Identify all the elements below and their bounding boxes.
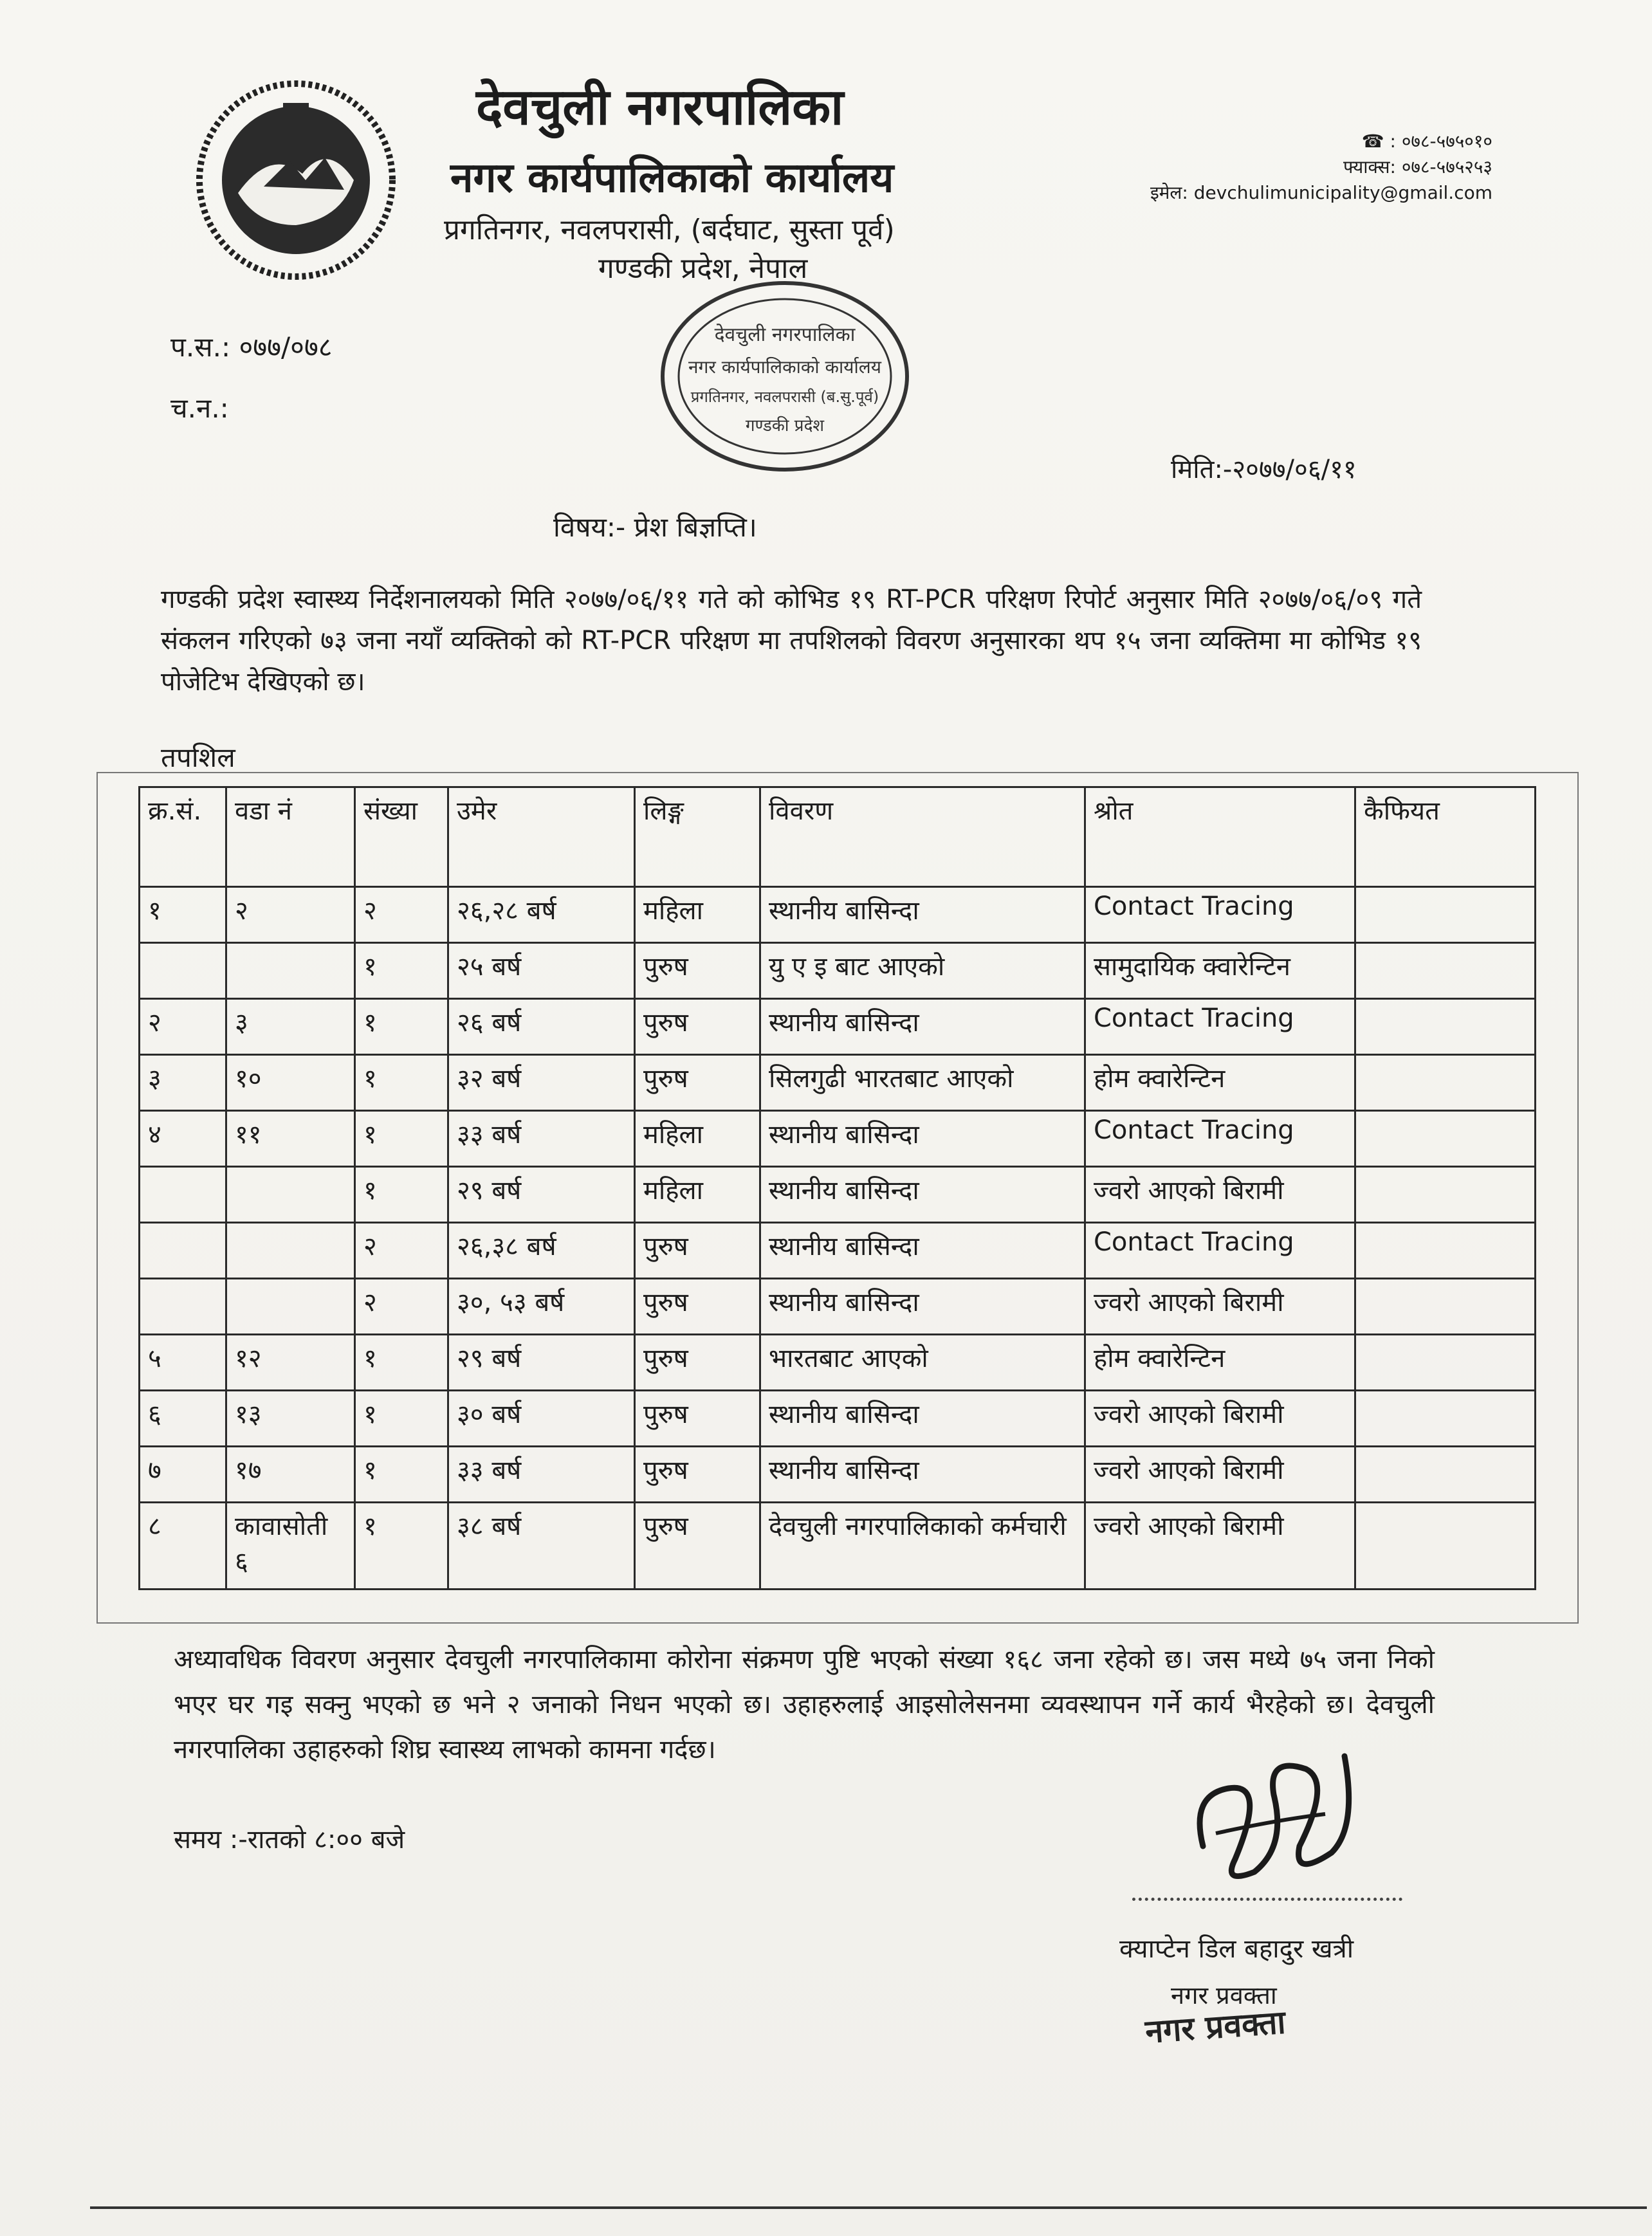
cell-gender: पुरुष — [635, 1279, 760, 1335]
header-details: विवरण — [760, 787, 1085, 887]
cell-details: देवचुली नगरपालिकाको कर्मचारी — [760, 1503, 1085, 1590]
table-row — [140, 1055, 1536, 1111]
cell-ward: १३ — [226, 1391, 355, 1447]
cell-remarks — [1355, 999, 1536, 1055]
cell-details: स्थानीय बासिन्दा — [760, 1111, 1085, 1167]
header-age: उमेर — [448, 787, 635, 887]
cell-serial — [140, 1167, 226, 1223]
cell-age: ३०, ५३ बर्ष — [448, 1279, 635, 1335]
header-serial: क्र.सं. — [140, 787, 226, 887]
cell-serial: ३ — [140, 1055, 226, 1111]
fax-number: फ्याक्स: ०७८-५७५२५३ — [1343, 156, 1492, 178]
office-name: नगर कार्यपालिकाको कार्यालय — [450, 154, 894, 202]
cell-source: Contact Tracing — [1085, 1111, 1355, 1167]
cell-remarks — [1355, 1055, 1536, 1111]
cell-age: ३० बर्ष — [448, 1391, 635, 1447]
cell-count: १ — [355, 943, 448, 999]
cell-remarks — [1355, 1447, 1536, 1503]
cell-serial: ४ — [140, 1111, 226, 1167]
cell-serial: २ — [140, 999, 226, 1055]
cell-source: ज्वरो आएको बिरामी — [1085, 1447, 1355, 1503]
cell-serial — [140, 1279, 226, 1335]
cell-ward: २ — [226, 887, 355, 943]
table-row — [140, 1391, 1536, 1447]
nepal-emblem-logo — [193, 77, 399, 283]
cell-source: सामुदायिक क्वारेन्टिन — [1085, 943, 1355, 999]
seal-text-low: प्रगतिनगर, नवलपरासी (ब.सु.पूर्व) — [690, 388, 879, 406]
cell-ward — [226, 1167, 355, 1223]
cell-details: यु ए इ बाट आएको — [760, 943, 1085, 999]
letter-date: मिति:-२०७७/०६/११ — [1171, 455, 1357, 484]
cell-ward: कावासोती ६ — [226, 1503, 355, 1590]
cell-count: १ — [355, 1503, 448, 1590]
cell-remarks — [1355, 887, 1536, 943]
cell-source: ज्वरो आएको बिरामी — [1085, 1391, 1355, 1447]
cell-gender: पुरुष — [635, 943, 760, 999]
intro-paragraph: गण्डकी प्रदेश स्वास्थ्य निर्देशनालयको मिति २०७७/०६/११ गते को कोभिड १९ RT-PCR परिक्षण रिपोर्ट अनुसार मिति २०७७/०६/०९ गते संकलन गरिएको ७३ जना नयाँ व्यक्तिको को RT-PCR परिक्षण मा तपशिलको विवरण अनुसारका थप १५ जना व्यक्तिमा मा कोभिड १९ पोजेटिभ देखिएको छ। — [161, 585, 1422, 697]
cell-ward: १० — [226, 1055, 355, 1111]
page-bottom-rule — [90, 2206, 1647, 2209]
cell-remarks — [1355, 1223, 1536, 1279]
table-header-row — [140, 787, 1536, 887]
cell-remarks — [1355, 943, 1536, 999]
cell-serial: ८ — [140, 1503, 226, 1590]
cell-age: ३३ बर्ष — [448, 1111, 635, 1167]
cell-count: १ — [355, 1167, 448, 1223]
table-row — [140, 999, 1536, 1055]
cell-ward — [226, 1223, 355, 1279]
cell-ward: ३ — [226, 999, 355, 1055]
table-row — [140, 943, 1536, 999]
cell-age: २९ बर्ष — [448, 1335, 635, 1391]
cell-serial: ७ — [140, 1447, 226, 1503]
cell-remarks — [1355, 1391, 1536, 1447]
cell-age: ३२ बर्ष — [448, 1055, 635, 1111]
cell-serial: ६ — [140, 1391, 226, 1447]
dispatch-number: च.न.: — [170, 392, 229, 424]
cell-count: १ — [355, 1447, 448, 1503]
office-seal-stamp — [650, 270, 920, 482]
cell-gender: पुरुष — [635, 1223, 760, 1279]
role-stamp: नगर प्रवक्ता — [1144, 2003, 1287, 2051]
cell-source: Contact Tracing — [1085, 887, 1355, 943]
municipality-name: देवचुली नगरपालिका — [476, 78, 844, 136]
cell-age: २५ बर्ष — [448, 943, 635, 999]
cell-ward — [226, 1279, 355, 1335]
cell-details: स्थानीय बासिन्दा — [760, 1167, 1085, 1223]
cell-details: स्थानीय बासिन्दा — [760, 1391, 1085, 1447]
cell-count: १ — [355, 1111, 448, 1167]
seal-text-mid: नगर कार्यपालिकाको कार्यालय — [688, 356, 881, 378]
table-body — [140, 887, 1536, 1590]
cell-details: सिलगुढी भारतबाट आएको — [760, 1055, 1085, 1111]
cell-gender: महिला — [635, 1167, 760, 1223]
cell-gender: महिला — [635, 1111, 760, 1167]
cell-source: होम क्वारेन्टिन — [1085, 1335, 1355, 1391]
cell-count: २ — [355, 1223, 448, 1279]
cell-count: १ — [355, 1335, 448, 1391]
table-row — [140, 1335, 1536, 1391]
cell-age: २९ बर्ष — [448, 1167, 635, 1223]
cell-count: २ — [355, 1279, 448, 1335]
cell-details: भारतबाट आएको — [760, 1335, 1085, 1391]
cell-source: होम क्वारेन्टिन — [1085, 1055, 1355, 1111]
cell-count: १ — [355, 1055, 448, 1111]
seal-text-top: देवचुली नगरपालिका — [714, 324, 856, 346]
cell-details: स्थानीय बासिन्दा — [760, 887, 1085, 943]
cell-remarks — [1355, 1111, 1536, 1167]
signer-role: नगर प्रवक्ता — [1171, 1981, 1277, 2010]
cell-ward: १७ — [226, 1447, 355, 1503]
details-label: तपशिल — [161, 742, 235, 773]
closing-paragraph: अध्यावधिक विवरण अनुसार देवचुली नगरपालिकामा कोरोना संक्रमण पुष्टि भएको संख्या १६८ जना रहेको छ। जस मध्ये ७५ जना निको भएर घर गइ सक्नु भएको छ भने २ जनाको निधन भएको छ। उहाहरुलाई आइसोलेसनमा व्यवस्थापन गर्ने कार्य भैरहेको छ। देवचुली नगरपालिका उहाहरुको शिघ्र स्वास्थ्य लाभको कामना गर्दछ। — [174, 1645, 1435, 1764]
cell-age: ३३ बर्ष — [448, 1447, 635, 1503]
header-source: श्रोत — [1085, 787, 1355, 887]
table-row — [140, 887, 1536, 943]
header-ward: वडा नं — [226, 787, 355, 887]
cell-serial: १ — [140, 887, 226, 943]
table-row — [140, 1279, 1536, 1335]
cell-source: ज्वरो आएको बिरामी — [1085, 1503, 1355, 1590]
cell-gender: महिला — [635, 887, 760, 943]
time-note: समय :-रातको ८:०० बजे — [174, 1825, 405, 1855]
letter-number: प.स.: ०७७/०७८ — [170, 331, 333, 363]
cell-count: १ — [355, 999, 448, 1055]
seal-text-bottom: गण्डकी प्रदेश — [745, 416, 825, 435]
cell-source: Contact Tracing — [1085, 999, 1355, 1055]
handwritten-signature — [1177, 1718, 1370, 1898]
cell-serial — [140, 1223, 226, 1279]
cell-ward: १२ — [226, 1335, 355, 1391]
table-row — [140, 1503, 1536, 1590]
cell-age: २६ बर्ष — [448, 999, 635, 1055]
cell-details: स्थानीय बासिन्दा — [760, 999, 1085, 1055]
cell-details: स्थानीय बासिन्दा — [760, 1223, 1085, 1279]
table-row — [140, 1111, 1536, 1167]
cell-remarks — [1355, 1167, 1536, 1223]
header-remarks: कैफियत — [1355, 787, 1536, 887]
cell-serial — [140, 943, 226, 999]
signature-line — [1132, 1898, 1402, 1901]
signer-name: क्याप्टेन डिल बहादुर खत्री — [1119, 1934, 1354, 1964]
cell-gender: पुरुष — [635, 1335, 760, 1391]
table-row — [140, 1167, 1536, 1223]
cell-serial: ५ — [140, 1335, 226, 1391]
header-gender: लिङ्ग — [635, 787, 760, 887]
covid-cases-table — [138, 786, 1536, 1590]
cell-gender: पुरुष — [635, 1447, 760, 1503]
cell-gender: पुरुष — [635, 999, 760, 1055]
cell-age: ३८ बर्ष — [448, 1503, 635, 1590]
cell-ward: ११ — [226, 1111, 355, 1167]
cell-age: २६,२८ बर्ष — [448, 887, 635, 943]
table-row — [140, 1447, 1536, 1503]
cell-ward — [226, 943, 355, 999]
header-count: संख्या — [355, 787, 448, 887]
cell-gender: पुरुष — [635, 1391, 760, 1447]
cell-count: २ — [355, 887, 448, 943]
cell-source: Contact Tracing — [1085, 1223, 1355, 1279]
cell-gender: पुरुष — [635, 1503, 760, 1590]
email-address: इमेल: devchulimunicipality@gmail.com — [1150, 182, 1492, 203]
cell-count: १ — [355, 1391, 448, 1447]
office-address: प्रगतिनगर, नवलपरासी, (बर्दघाट, सुस्ता पूर्व) — [444, 214, 895, 246]
province-name: गण्डकी प्रदेश, नेपाल — [598, 252, 808, 285]
cell-gender: पुरुष — [635, 1055, 760, 1111]
phone-number: ☎ : ०७८-५७५०१० — [1361, 131, 1492, 152]
cell-source: ज्वरो आएको बिरामी — [1085, 1279, 1355, 1335]
cell-remarks — [1355, 1335, 1536, 1391]
cell-details: स्थानीय बासिन्दा — [760, 1279, 1085, 1335]
cell-source: ज्वरो आएको बिरामी — [1085, 1167, 1355, 1223]
cell-details: स्थानीय बासिन्दा — [760, 1447, 1085, 1503]
cell-age: २६,३८ बर्ष — [448, 1223, 635, 1279]
cell-remarks — [1355, 1279, 1536, 1335]
cell-remarks — [1355, 1503, 1536, 1590]
letter-subject: विषय:- प्रेश बिज्ञप्ति। — [553, 511, 757, 543]
table-row — [140, 1223, 1536, 1279]
